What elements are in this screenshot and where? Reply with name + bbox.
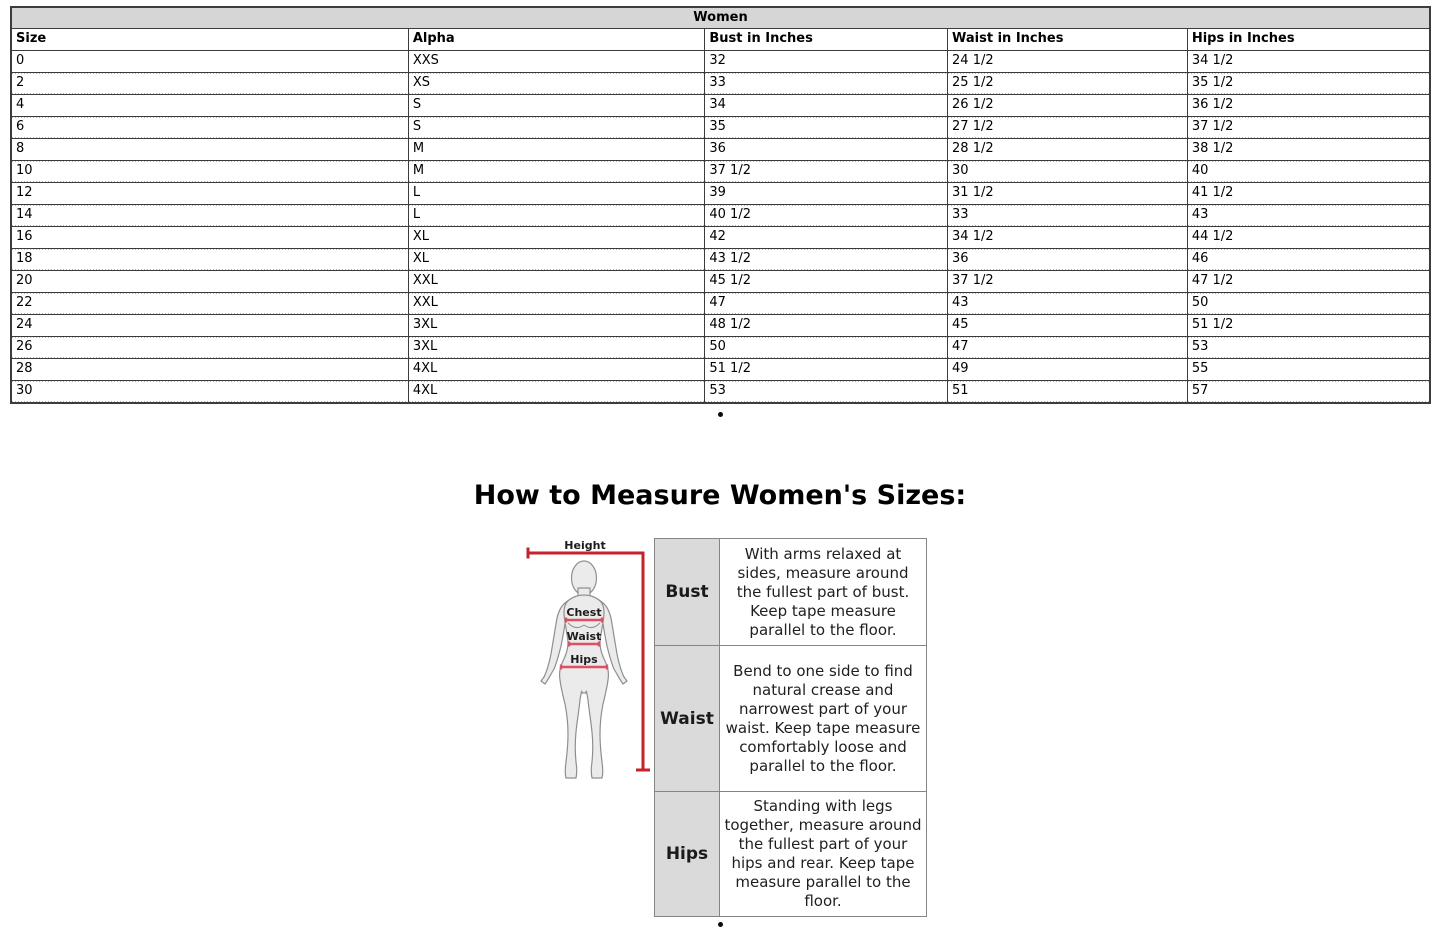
measure-row <box>655 792 927 917</box>
cell: 14 <box>11 205 408 227</box>
cell: 51 1/2 <box>1187 315 1430 337</box>
cell: 34 1/2 <box>948 227 1188 249</box>
cell: 37 1/2 <box>705 161 948 183</box>
table-row <box>11 315 1430 337</box>
cell: 44 1/2 <box>1187 227 1430 249</box>
cell: 12 <box>11 183 408 205</box>
chest-label: Chest <box>566 606 602 619</box>
how-to-measure-heading: How to Measure Women's Sizes: <box>473 480 967 511</box>
cell: XXL <box>408 293 705 315</box>
chart-header-row <box>11 29 1430 51</box>
cell: 33 <box>705 73 948 95</box>
cell: 51 <box>948 381 1188 404</box>
cell: 33 <box>948 205 1188 227</box>
table-row <box>11 271 1430 293</box>
cell: 35 1/2 <box>1187 73 1430 95</box>
table-row <box>11 183 1430 205</box>
cell: 4XL <box>408 359 705 381</box>
cell: 37 1/2 <box>948 271 1188 293</box>
cell: 26 <box>11 337 408 359</box>
body-measurement-figure <box>513 538 653 783</box>
cell: L <box>408 183 705 205</box>
cell: 38 1/2 <box>1187 139 1430 161</box>
cell: 39 <box>705 183 948 205</box>
size-rows <box>11 51 1430 404</box>
table-row <box>11 359 1430 381</box>
cell: 53 <box>1187 337 1430 359</box>
cell: 49 <box>948 359 1188 381</box>
cell: 30 <box>948 161 1188 183</box>
column-header: Hips in Inches <box>1187 29 1430 51</box>
cell: S <box>408 117 705 139</box>
list-bullet <box>718 412 723 417</box>
cell: M <box>408 161 705 183</box>
cell: 45 <box>948 315 1188 337</box>
cell: 43 <box>948 293 1188 315</box>
measure-description: Bend to one side to find natural crease and narrowest part of your waist. Keep tape measure comfortably loose and parallel to the floor. <box>720 646 927 792</box>
cell: 36 1/2 <box>1187 95 1430 117</box>
cell: 31 1/2 <box>948 183 1188 205</box>
cell: 43 1/2 <box>705 249 948 271</box>
cell: 32 <box>705 51 948 73</box>
measure-instruction-table <box>654 538 927 917</box>
table-row <box>11 73 1430 95</box>
cell: 34 1/2 <box>1187 51 1430 73</box>
size-chart-section <box>10 6 1431 404</box>
table-row <box>11 337 1430 359</box>
cell: L <box>408 205 705 227</box>
cell: 28 <box>11 359 408 381</box>
cell: 36 <box>705 139 948 161</box>
cell: 40 <box>1187 161 1430 183</box>
table-row <box>11 381 1430 404</box>
cell: 47 <box>948 337 1188 359</box>
cell: 10 <box>11 161 408 183</box>
cell: 48 1/2 <box>705 315 948 337</box>
cell: 27 1/2 <box>948 117 1188 139</box>
cell: XXL <box>408 271 705 293</box>
table-row <box>11 51 1430 73</box>
measure-rows <box>655 539 927 917</box>
cell: 47 1/2 <box>1187 271 1430 293</box>
cell: 30 <box>11 381 408 404</box>
cell: 2 <box>11 73 408 95</box>
cell: 46 <box>1187 249 1430 271</box>
cell: 42 <box>705 227 948 249</box>
cell: 6 <box>11 117 408 139</box>
cell: 25 1/2 <box>948 73 1188 95</box>
column-header: Size <box>11 29 408 51</box>
cell: 4 <box>11 95 408 117</box>
cell: 45 1/2 <box>705 271 948 293</box>
cell: XL <box>408 227 705 249</box>
table-row <box>11 205 1430 227</box>
cell: 28 1/2 <box>948 139 1188 161</box>
list-bullet <box>718 922 723 927</box>
cell: 53 <box>705 381 948 404</box>
cell: XS <box>408 73 705 95</box>
column-header: Bust in Inches <box>705 29 948 51</box>
cell: 41 1/2 <box>1187 183 1430 205</box>
chart-title-row <box>11 7 1430 29</box>
measure-description: With arms relaxed at sides, measure around the fullest part of bust. Keep tape measure parallel to the floor. <box>720 539 927 646</box>
measure-label: Bust <box>655 539 720 646</box>
woman-silhouette <box>541 561 627 778</box>
table-row <box>11 227 1430 249</box>
cell: 3XL <box>408 337 705 359</box>
cell: 18 <box>11 249 408 271</box>
measure-label: Hips <box>655 792 720 917</box>
table-row <box>11 293 1430 315</box>
measure-description: Standing with legs together, measure around the fullest part of your hips and rear. Keep tape measure parallel to the floor. <box>720 792 927 917</box>
table-row <box>11 95 1430 117</box>
table-row <box>11 117 1430 139</box>
women-size-chart-table <box>10 6 1431 404</box>
cell: S <box>408 95 705 117</box>
cell: 50 <box>1187 293 1430 315</box>
cell: 47 <box>705 293 948 315</box>
cell: 20 <box>11 271 408 293</box>
cell: 0 <box>11 51 408 73</box>
cell: 55 <box>1187 359 1430 381</box>
cell: 16 <box>11 227 408 249</box>
cell: 26 1/2 <box>948 95 1188 117</box>
measure-guide-section <box>0 538 1440 917</box>
cell: 36 <box>948 249 1188 271</box>
cell: 50 <box>705 337 948 359</box>
measure-row <box>655 646 927 792</box>
cell: 8 <box>11 139 408 161</box>
cell: 24 1/2 <box>948 51 1188 73</box>
cell: XXS <box>408 51 705 73</box>
cell: 43 <box>1187 205 1430 227</box>
height-label: Height <box>564 539 606 552</box>
table-row <box>11 161 1430 183</box>
cell: 4XL <box>408 381 705 404</box>
cell: 22 <box>11 293 408 315</box>
cell: 37 1/2 <box>1187 117 1430 139</box>
cell: 3XL <box>408 315 705 337</box>
hips-label: Hips <box>570 653 598 666</box>
column-header: Waist in Inches <box>948 29 1188 51</box>
table-row <box>11 139 1430 161</box>
cell: M <box>408 139 705 161</box>
cell: 51 1/2 <box>705 359 948 381</box>
cell: 24 <box>11 315 408 337</box>
measure-label: Waist <box>655 646 720 792</box>
cell: 40 1/2 <box>705 205 948 227</box>
column-header: Alpha <box>408 29 705 51</box>
chart-title: Women <box>11 7 1430 29</box>
measure-row <box>655 539 927 646</box>
cell: 34 <box>705 95 948 117</box>
waist-label: Waist <box>566 630 602 643</box>
table-row <box>11 249 1430 271</box>
cell: 35 <box>705 117 948 139</box>
cell: XL <box>408 249 705 271</box>
cell: 57 <box>1187 381 1430 404</box>
